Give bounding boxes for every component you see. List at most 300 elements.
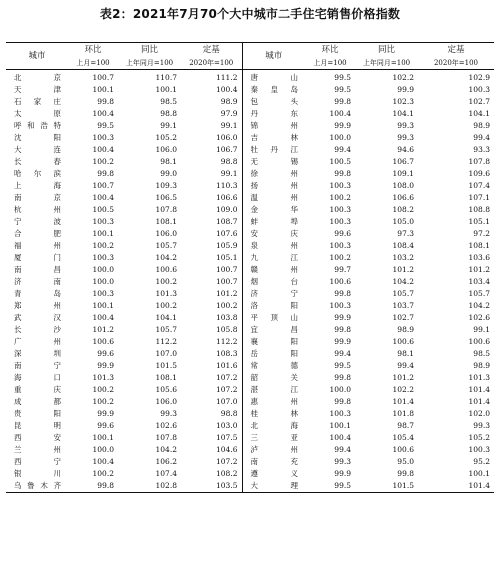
mom-index-cell: 100.3 [329, 301, 351, 310]
fixed-index-cell: 101.4 [468, 397, 490, 406]
yoy-index-cell: 102.7 [392, 313, 414, 322]
fixed-index-cell: 106.6 [181, 192, 242, 204]
fixed-index-cell: 100.4 [181, 84, 242, 96]
city-name-cell: 厦门 [14, 253, 61, 262]
fixed-index-cell: 103.5 [181, 480, 242, 492]
yoy-index-cell: 104.1 [155, 313, 177, 322]
fixed-index-cell: 105.1 [181, 252, 242, 264]
city-name-cell: 吉林 [250, 133, 298, 142]
yoy-index-cell: 106.2 [155, 457, 177, 466]
fixed-index-cell: 102.6 [468, 313, 490, 322]
city-name-cell: 济宁 [250, 289, 298, 298]
city-name-cell: 深圳 [14, 349, 61, 358]
table-row [6, 240, 494, 252]
yoy-index-cell: 105.0 [392, 217, 414, 226]
mom-index-cell: 100.1 [92, 85, 114, 94]
yoy-index-cell: 101.8 [392, 409, 414, 418]
city-name-cell: 洛阳 [250, 301, 298, 310]
yoy-index-cell: 101.2 [392, 265, 414, 274]
fixed-index-cell: 102.9 [468, 73, 490, 82]
table-row [6, 264, 494, 276]
table-row [6, 70, 494, 85]
city-name-cell: 成都 [14, 397, 61, 406]
yoy-index-cell: 105.7 [155, 241, 177, 250]
mom-index-cell: 100.2 [92, 241, 114, 250]
fixed-index-cell: 112.2 [181, 336, 242, 348]
yoy-index-cell: 105.6 [155, 385, 177, 394]
yoy-index-cell: 98.1 [160, 157, 177, 166]
fixed-index-cell: 107.2 [181, 456, 242, 468]
city-name-cell: 大理 [250, 481, 298, 490]
fixed-index-cell: 107.2 [181, 372, 242, 384]
city-name-cell: 安庆 [250, 229, 298, 238]
table-row [6, 192, 494, 204]
yoy-index-cell: 100.6 [392, 337, 414, 346]
fixed-index-cell: 101.2 [181, 288, 242, 300]
mom-index-cell: 99.5 [334, 481, 351, 490]
fixed-index-cell: 100.7 [181, 264, 242, 276]
yoy-index-cell: 99.3 [397, 121, 414, 130]
yoy-index-cell: 99.8 [397, 469, 414, 478]
city-name-cell: 三亚 [250, 433, 298, 442]
mom-index-cell: 100.3 [329, 241, 351, 250]
yoy-index-cell: 97.3 [397, 229, 414, 238]
yoy-index-cell: 99.0 [160, 169, 177, 178]
fixed-index-cell: 100.1 [468, 469, 490, 478]
city-name-cell: 呼和浩特 [14, 121, 61, 130]
fixed-index-cell: 101.2 [468, 265, 490, 274]
mom-index-cell: 100.2 [92, 157, 114, 166]
mom-index-cell: 101.2 [92, 325, 114, 334]
city-name-cell: 福州 [14, 241, 61, 250]
mom-index-cell: 99.8 [334, 97, 351, 106]
mom-index-cell: 100.1 [92, 301, 114, 310]
mom-index-cell: 100.3 [92, 289, 114, 298]
mom-index-cell: 100.3 [92, 133, 114, 142]
yoy-index-cell: 106.6 [392, 193, 414, 202]
fixed-index-cell: 105.7 [468, 289, 490, 298]
city-name-cell: 烟台 [250, 277, 298, 286]
yoy-index-cell: 112.2 [155, 337, 177, 346]
yoy-index-cell: 104.2 [155, 253, 177, 262]
city-name-cell: 兰州 [14, 445, 61, 454]
mom-index-cell: 100.3 [329, 181, 351, 190]
fixed-header-right: 定基 [447, 45, 465, 55]
city-name-cell: 石家庄 [14, 97, 61, 106]
fixed-index-cell: 109.0 [181, 204, 242, 216]
mom-index-cell: 99.8 [97, 97, 114, 106]
mom-index-cell: 100.6 [329, 277, 351, 286]
mom-index-cell: 99.8 [334, 373, 351, 382]
city-name-cell: 宜昌 [250, 325, 298, 334]
mom-index-cell: 99.9 [334, 313, 351, 322]
city-name-cell: 锦州 [250, 121, 298, 130]
table-row [6, 96, 494, 108]
fixed-index-cell: 101.4 [468, 481, 490, 490]
fixed-index-cell: 93.3 [473, 145, 490, 154]
table-row [6, 168, 494, 180]
city-name-cell: 丹东 [250, 109, 298, 118]
fixed-index-cell: 97.2 [473, 229, 490, 238]
yoy-base-right: 上年同月=100 [355, 57, 418, 70]
yoy-index-cell: 98.5 [160, 97, 177, 106]
fixed-index-cell: 100.7 [181, 276, 242, 288]
fixed-index-cell: 107.1 [468, 193, 490, 202]
mom-header-right: 环比 [321, 45, 339, 55]
city-name-cell: 北海 [250, 421, 298, 430]
mom-index-cell: 99.9 [334, 469, 351, 478]
yoy-index-cell: 108.2 [392, 205, 414, 214]
yoy-index-cell: 94.6 [397, 145, 414, 154]
city-name-cell: 蚌埠 [250, 217, 298, 226]
yoy-index-cell: 107.4 [155, 469, 177, 478]
city-name-cell: 青岛 [14, 289, 61, 298]
city-name-cell: 沈阳 [14, 133, 61, 142]
mom-index-cell: 100.3 [329, 205, 351, 214]
mom-index-cell: 99.9 [97, 361, 114, 370]
mom-index-cell: 100.0 [329, 133, 351, 142]
city-header-right: 城市 [242, 43, 305, 70]
yoy-index-cell: 100.6 [155, 265, 177, 274]
yoy-index-cell: 108.4 [392, 241, 414, 250]
table-row [6, 348, 494, 360]
city-name-cell: 平顶山 [250, 313, 298, 322]
mom-index-cell: 99.8 [334, 397, 351, 406]
city-name-cell: 哈尔滨 [14, 169, 61, 178]
fixed-index-cell: 107.2 [181, 384, 242, 396]
mom-index-cell: 100.4 [329, 433, 351, 442]
city-name-cell: 襄阳 [250, 337, 298, 346]
city-name-cell: 南京 [14, 193, 61, 202]
mom-index-cell: 100.2 [92, 385, 114, 394]
city-name-cell: 金华 [250, 205, 298, 214]
mom-index-cell: 99.3 [334, 457, 351, 466]
yoy-index-cell: 100.1 [155, 85, 177, 94]
fixed-index-cell: 97.9 [181, 108, 242, 120]
yoy-index-cell: 99.9 [397, 85, 414, 94]
city-name-cell: 长沙 [14, 325, 61, 334]
city-name-cell: 唐山 [250, 73, 298, 82]
table-row [6, 408, 494, 420]
fixed-index-cell: 104.6 [181, 444, 242, 456]
city-name-cell: 桂林 [250, 409, 298, 418]
yoy-index-cell: 104.2 [392, 277, 414, 286]
fixed-base-left: 2020年=100 [181, 57, 242, 70]
mom-index-cell: 99.5 [97, 121, 114, 130]
mom-index-cell: 99.8 [97, 481, 114, 490]
table-row [6, 300, 494, 312]
fixed-index-cell: 106.7 [181, 144, 242, 156]
city-name-cell: 天津 [14, 85, 61, 94]
fixed-index-cell: 100.6 [468, 337, 490, 346]
table-row [6, 372, 494, 384]
mom-index-cell: 100.2 [329, 253, 351, 262]
fixed-index-cell: 106.0 [181, 132, 242, 144]
mom-index-cell: 100.3 [92, 253, 114, 262]
fixed-index-cell: 101.3 [468, 373, 490, 382]
city-name-cell: 合肥 [14, 229, 61, 238]
table-row [6, 84, 494, 96]
yoy-index-cell: 98.1 [397, 349, 414, 358]
mom-index-cell: 100.7 [92, 181, 114, 190]
fixed-index-cell: 108.2 [181, 468, 242, 480]
city-name-cell: 湛江 [250, 385, 298, 394]
mom-index-cell: 101.3 [92, 373, 114, 382]
table-row [6, 276, 494, 288]
city-name-cell: 北京 [14, 73, 61, 82]
mom-index-cell: 100.0 [92, 445, 114, 454]
yoy-index-cell: 102.3 [392, 97, 414, 106]
yoy-index-cell: 99.3 [160, 409, 177, 418]
yoy-index-cell: 109.1 [392, 169, 414, 178]
fixed-index-cell: 99.1 [181, 168, 242, 180]
yoy-index-cell: 106.5 [155, 193, 177, 202]
yoy-index-cell: 100.2 [155, 277, 177, 286]
yoy-index-cell: 101.5 [392, 481, 414, 490]
yoy-index-cell: 102.8 [155, 481, 177, 490]
mom-index-cell: 100.4 [92, 109, 114, 118]
fixed-index-cell: 108.8 [468, 205, 490, 214]
city-name-cell: 济南 [14, 277, 61, 286]
fixed-index-cell: 99.1 [473, 325, 490, 334]
fixed-index-cell: 95.2 [473, 457, 490, 466]
fixed-index-cell: 107.0 [181, 396, 242, 408]
yoy-index-cell: 108.1 [155, 217, 177, 226]
yoy-index-cell: 102.2 [392, 385, 414, 394]
city-name-cell: 郑州 [14, 301, 61, 310]
table-row [6, 120, 494, 132]
city-name-cell: 惠州 [250, 397, 298, 406]
yoy-index-cell: 98.8 [160, 109, 177, 118]
mom-index-cell: 100.5 [92, 205, 114, 214]
city-name-cell: 牡丹江 [250, 145, 298, 154]
mom-base-left: 上月=100 [68, 57, 118, 70]
price-index-table [6, 43, 494, 492]
mom-index-cell: 100.2 [92, 469, 114, 478]
fixed-index-cell: 105.1 [468, 217, 490, 226]
city-name-cell: 上海 [14, 181, 61, 190]
fixed-index-cell: 99.1 [181, 120, 242, 132]
mom-index-cell: 100.2 [329, 193, 351, 202]
mom-index-cell: 100.1 [329, 421, 351, 430]
mom-index-cell: 99.4 [334, 349, 351, 358]
fixed-index-cell: 103.0 [181, 420, 242, 432]
fixed-index-cell: 103.6 [468, 253, 490, 262]
city-name-cell: 无锡 [250, 157, 298, 166]
city-name-cell: 宁波 [14, 217, 61, 226]
fixed-index-cell: 104.1 [468, 109, 490, 118]
city-name-cell: 贵阳 [14, 409, 61, 418]
fixed-index-cell: 103.8 [181, 312, 242, 324]
table-row [6, 252, 494, 264]
mom-index-cell: 100.4 [92, 313, 114, 322]
mom-index-cell: 100.4 [92, 457, 114, 466]
yoy-index-cell: 100.2 [155, 301, 177, 310]
fixed-index-cell: 109.6 [468, 169, 490, 178]
city-name-cell: 昆明 [14, 421, 61, 430]
mom-index-cell: 100.0 [329, 385, 351, 394]
yoy-index-cell: 98.7 [397, 421, 414, 430]
mom-index-cell: 99.8 [97, 169, 114, 178]
city-name-cell: 西宁 [14, 457, 61, 466]
city-name-cell: 太原 [14, 109, 61, 118]
mom-header-left: 环比 [84, 45, 102, 55]
table-row [6, 420, 494, 432]
city-name-cell: 大连 [14, 145, 61, 154]
yoy-index-cell: 104.1 [392, 109, 414, 118]
yoy-index-cell: 98.9 [397, 325, 414, 334]
mom-index-cell: 100.6 [92, 337, 114, 346]
table-row [6, 312, 494, 324]
city-name-cell: 赣州 [250, 265, 298, 274]
table-row [6, 288, 494, 300]
mom-index-cell: 99.9 [97, 409, 114, 418]
yoy-index-cell: 105.7 [155, 325, 177, 334]
city-header-left: 城市 [6, 43, 68, 70]
yoy-base-left: 上年同月=100 [118, 57, 181, 70]
table-row [6, 444, 494, 456]
yoy-index-cell: 106.0 [155, 229, 177, 238]
city-name-cell: 徐州 [250, 169, 298, 178]
fixed-index-cell: 105.9 [181, 240, 242, 252]
fixed-index-cell: 100.3 [468, 445, 490, 454]
city-name-cell: 泸州 [250, 445, 298, 454]
mom-index-cell: 99.8 [334, 325, 351, 334]
fixed-index-cell: 102.7 [468, 97, 490, 106]
table-row [6, 396, 494, 408]
fixed-index-cell: 98.5 [473, 349, 490, 358]
mom-index-cell: 99.4 [334, 145, 351, 154]
mom-index-cell: 100.1 [92, 229, 114, 238]
yoy-index-cell: 107.0 [155, 349, 177, 358]
fixed-index-cell: 98.9 [473, 361, 490, 370]
table-row [6, 324, 494, 336]
yoy-index-cell: 104.2 [155, 445, 177, 454]
table-row [6, 468, 494, 480]
city-name-cell: 韶关 [250, 373, 298, 382]
mom-base-right: 上月=100 [305, 57, 355, 70]
yoy-header-left: 同比 [140, 45, 158, 55]
city-name-cell: 南昌 [14, 265, 61, 274]
city-name-cell: 泉州 [250, 241, 298, 250]
yoy-index-cell: 101.5 [155, 361, 177, 370]
city-name-cell: 常德 [250, 361, 298, 370]
table-row [6, 336, 494, 348]
city-name-cell: 海口 [14, 373, 61, 382]
fixed-index-cell: 107.5 [181, 432, 242, 444]
fixed-index-cell: 101.4 [468, 385, 490, 394]
fixed-header-left: 定基 [181, 43, 242, 57]
yoy-index-cell: 102.6 [155, 421, 177, 430]
yoy-index-cell: 99.4 [397, 361, 414, 370]
table-row [6, 228, 494, 240]
mom-index-cell: 100.1 [92, 433, 114, 442]
table-row [6, 144, 494, 156]
yoy-index-cell: 95.0 [397, 457, 414, 466]
mom-index-cell: 99.6 [334, 229, 351, 238]
mom-index-cell: 99.9 [334, 121, 351, 130]
fixed-index-cell: 108.7 [181, 216, 242, 228]
yoy-index-cell: 100.6 [392, 445, 414, 454]
city-name-cell: 岳阳 [250, 349, 298, 358]
fixed-index-cell: 108.1 [468, 241, 490, 250]
city-name-cell: 重庆 [14, 385, 61, 394]
yoy-index-cell: 105.2 [155, 133, 177, 142]
fixed-index-cell: 108.3 [181, 348, 242, 360]
fixed-index-cell: 105.2 [468, 433, 490, 442]
yoy-index-cell: 105.4 [392, 433, 414, 442]
fixed-base-right: 2020年=100 [418, 57, 494, 70]
mom-index-cell: 99.5 [334, 361, 351, 370]
table-row [6, 204, 494, 216]
fixed-index-cell: 104.2 [468, 301, 490, 310]
table-row [6, 108, 494, 120]
city-name-cell: 九江 [250, 253, 298, 262]
fixed-index-cell: 98.8 [181, 156, 242, 168]
fixed-index-cell: 99.3 [473, 421, 490, 430]
city-name-cell: 武汉 [14, 313, 61, 322]
mom-index-cell: 100.3 [329, 217, 351, 226]
city-name-cell: 乌鲁木齐 [14, 481, 61, 490]
mom-index-cell: 99.9 [334, 337, 351, 346]
yoy-index-cell: 103.2 [392, 253, 414, 262]
mom-index-cell: 100.4 [92, 193, 114, 202]
yoy-index-cell: 107.8 [155, 205, 177, 214]
table-row [6, 456, 494, 468]
yoy-index-cell: 105.7 [392, 289, 414, 298]
yoy-index-cell: 101.4 [392, 397, 414, 406]
yoy-index-cell: 99.1 [160, 121, 177, 130]
fixed-index-cell: 102.0 [468, 409, 490, 418]
mom-index-cell: 100.5 [329, 157, 351, 166]
yoy-header-right: 同比 [377, 45, 395, 55]
mom-index-cell: 99.8 [334, 169, 351, 178]
city-name-cell: 秦皇岛 [250, 85, 298, 94]
yoy-index-cell: 99.3 [397, 133, 414, 142]
city-name-cell: 温州 [250, 193, 298, 202]
fixed-index-cell: 105.8 [181, 324, 242, 336]
city-name-cell: 扬州 [250, 181, 298, 190]
table-row [6, 156, 494, 168]
fixed-index-cell: 100.3 [468, 85, 490, 94]
fixed-index-cell: 101.6 [181, 360, 242, 372]
mom-index-cell: 100.2 [92, 397, 114, 406]
table-row [6, 384, 494, 396]
fixed-index-cell: 98.8 [181, 408, 242, 420]
fixed-index-cell: 110.3 [181, 180, 242, 192]
mom-index-cell: 99.6 [97, 349, 114, 358]
table-row [6, 480, 494, 492]
fixed-index-cell: 100.2 [181, 300, 242, 312]
fixed-index-cell: 98.9 [181, 96, 242, 108]
yoy-index-cell: 106.0 [155, 145, 177, 154]
fixed-index-cell: 111.2 [181, 70, 242, 85]
table-row [6, 216, 494, 228]
fixed-index-cell: 103.4 [468, 277, 490, 286]
mom-index-cell: 99.5 [334, 85, 351, 94]
city-name-cell: 包头 [250, 97, 298, 106]
yoy-index-cell: 107.8 [155, 433, 177, 442]
yoy-index-cell: 108.1 [155, 373, 177, 382]
yoy-index-cell: 101.3 [155, 289, 177, 298]
table-row [6, 132, 494, 144]
city-name-cell: 广州 [14, 337, 61, 346]
yoy-index-cell: 106.0 [155, 397, 177, 406]
city-name-cell: 长春 [14, 157, 61, 166]
mom-index-cell: 100.0 [92, 277, 114, 286]
city-name-cell: 西安 [14, 433, 61, 442]
mom-index-cell: 100.4 [92, 145, 114, 154]
